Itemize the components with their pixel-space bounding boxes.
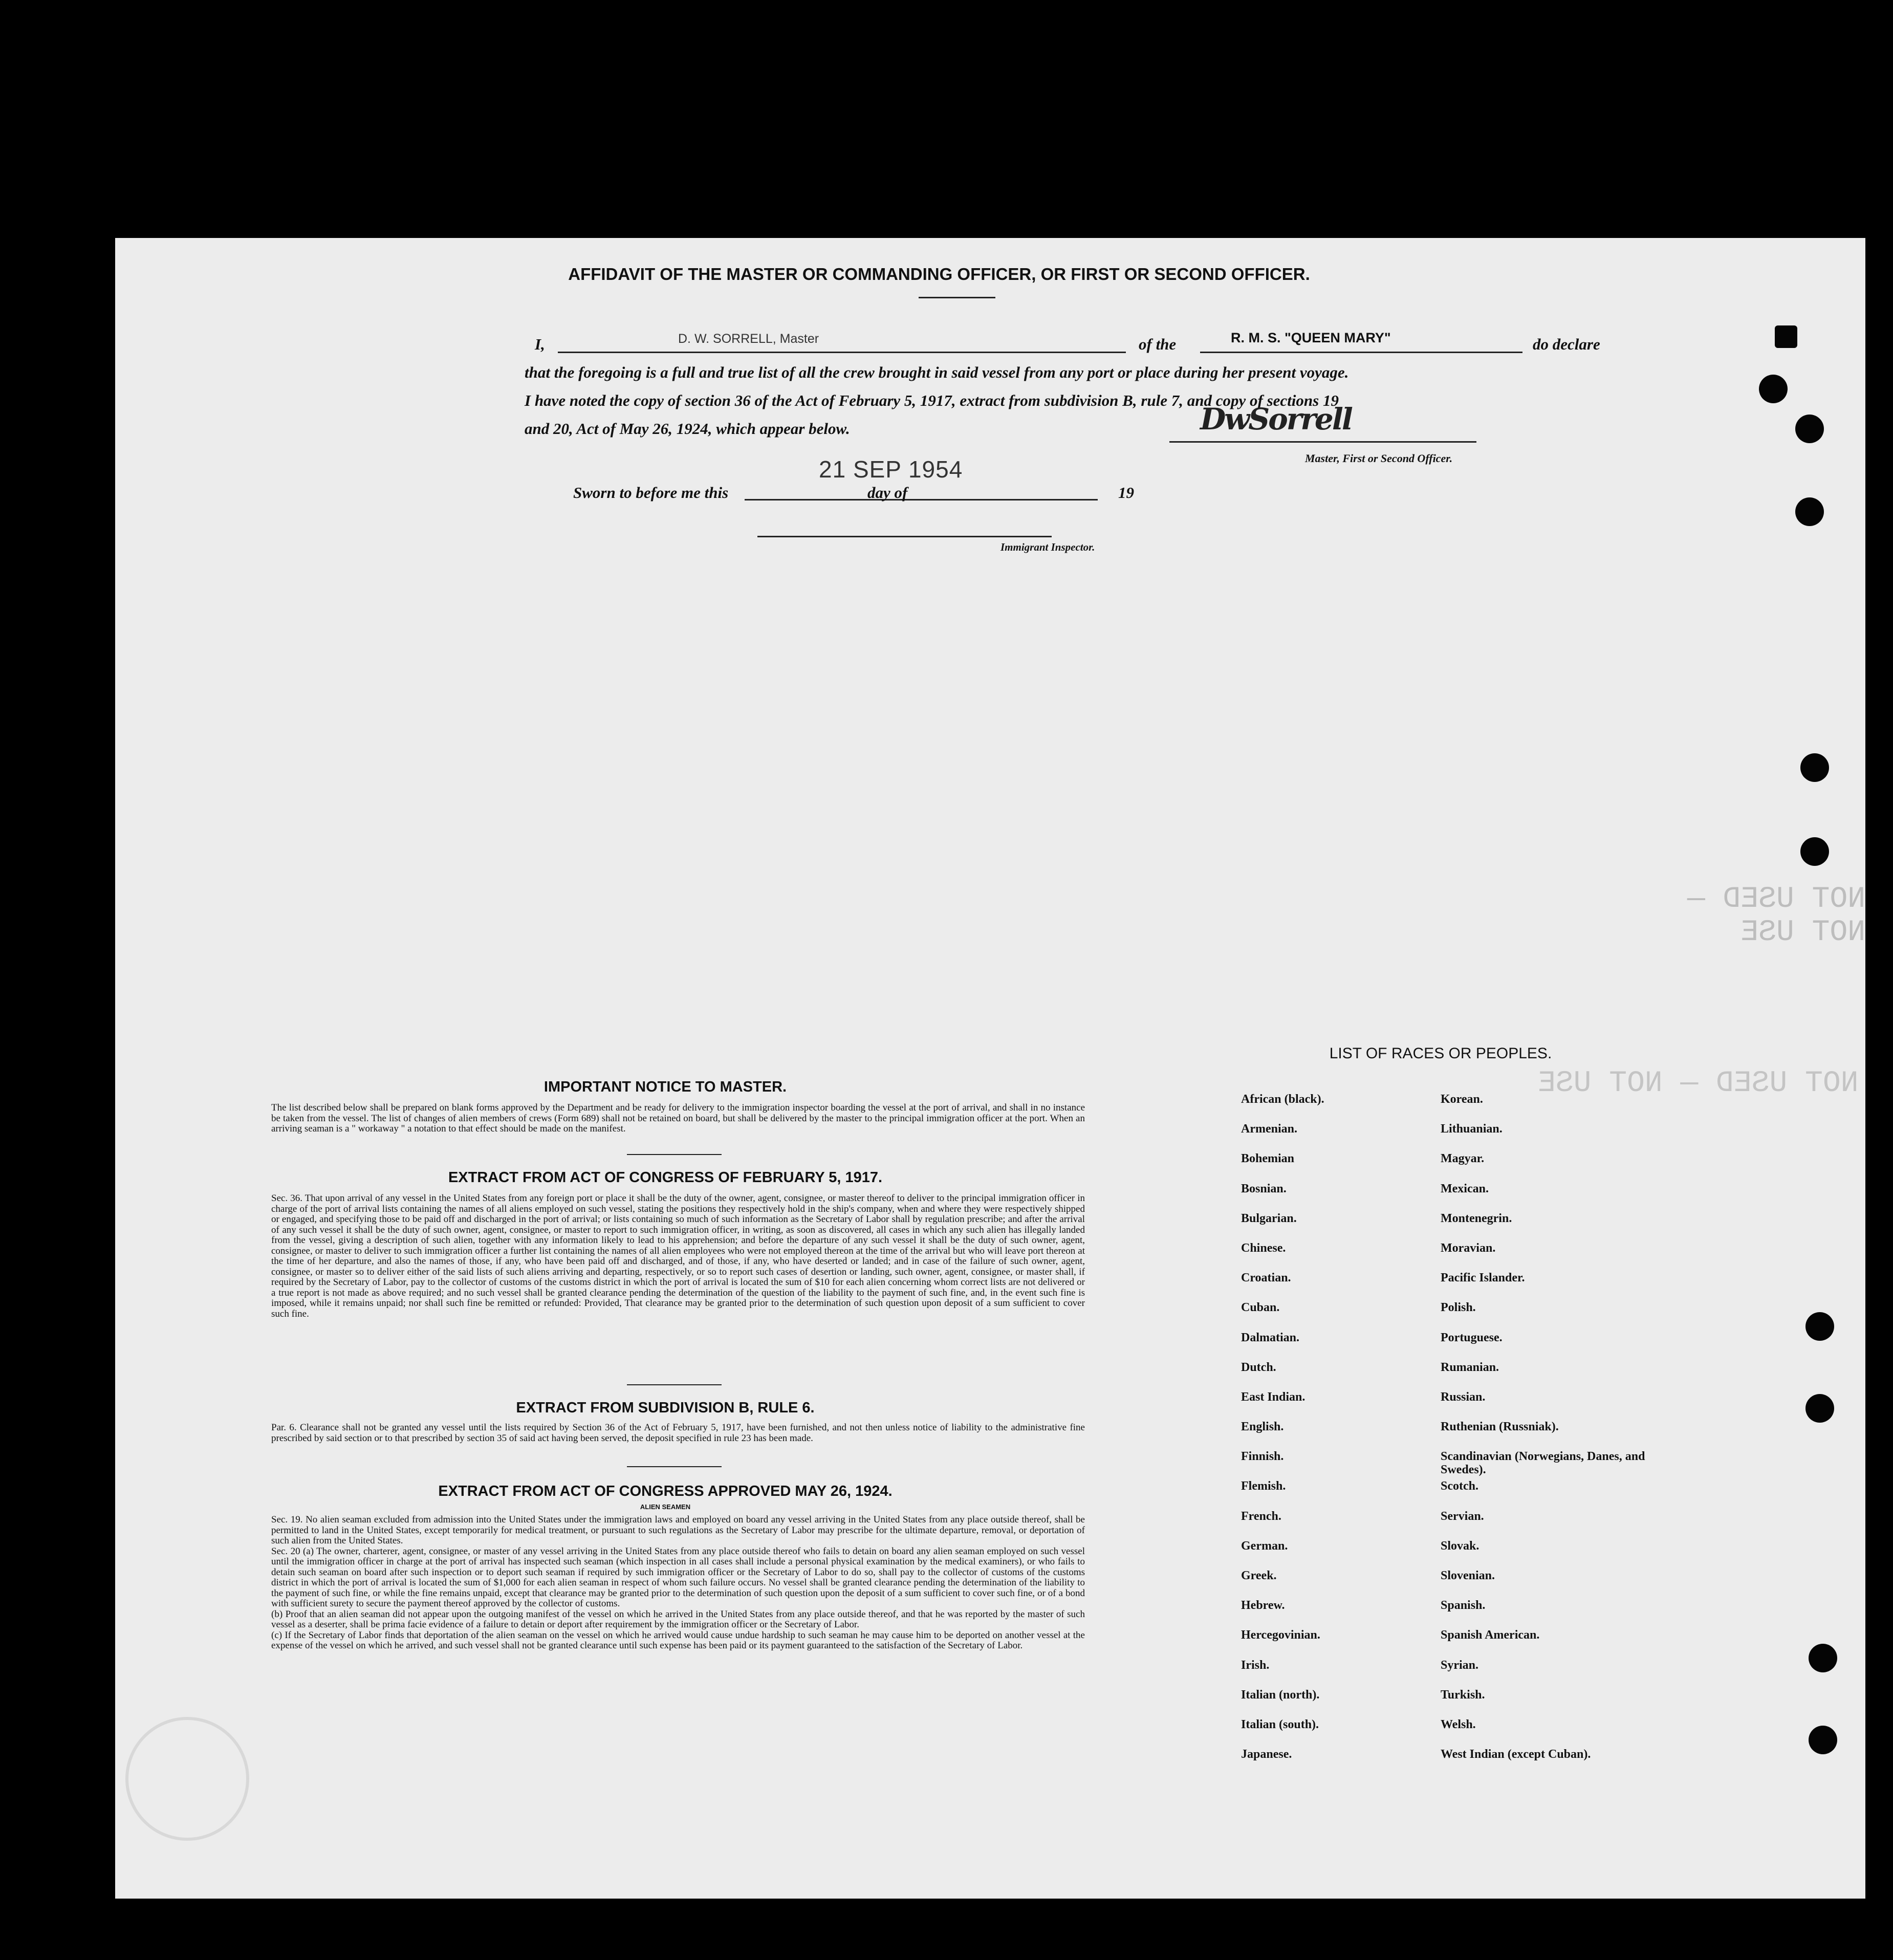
act1917-title: EXTRACT FROM ACT OF CONGRESS OF FEBRUARY 5, 1917. [448, 1169, 883, 1186]
punch-hole [1800, 753, 1829, 782]
race-item: Dutch. [1241, 1360, 1276, 1374]
race-item: Flemish. [1241, 1479, 1286, 1493]
race-item: Syrian. [1441, 1658, 1479, 1672]
race-item: French. [1241, 1509, 1281, 1523]
race-item: Magyar. [1441, 1152, 1485, 1166]
race-item: Scandinavian (Norwegians, Danes, and Swedes). [1441, 1450, 1645, 1477]
bleed-through-not-used-1: NOT USED — NOT USE [1687, 883, 1865, 949]
form-page [115, 238, 1865, 1899]
race-item: Rumanian. [1441, 1360, 1499, 1374]
race-item: Irish. [1241, 1658, 1270, 1672]
race-item: German. [1241, 1539, 1288, 1553]
punch-hole [1795, 415, 1824, 443]
affidavit-line2: that the foregoing is a full and true list of all the crew brought in said vessel from any port or place during her present voyage. [525, 363, 1349, 381]
affidavit-do-declare: do declare [1533, 335, 1600, 353]
divider-3 [627, 1466, 722, 1467]
punch-hole [1809, 1726, 1837, 1754]
master-signature: DwSorrell [1200, 402, 1352, 437]
race-item: Pacific Islander. [1441, 1271, 1525, 1285]
bleed-through-not-used-2: NOT USED — NOT USE [1538, 1067, 1859, 1100]
race-item: Spanish. [1441, 1599, 1486, 1613]
race-item: Montenegrin. [1441, 1211, 1512, 1225]
date-stamp: 21 SEP 1954 [819, 456, 963, 483]
race-item: Ruthenian (Russniak). [1441, 1420, 1559, 1434]
inspector-caption: Immigrant Inspector. [1000, 541, 1095, 553]
affidavit-title: AFFIDAVIT OF THE MASTER OR COMMANDING OFFICER, OR FIRST OR SECOND OFFICER. [568, 265, 1310, 284]
race-item: Cuban. [1241, 1301, 1280, 1315]
races-col2 [1441, 1093, 1645, 1777]
notice-body: The list described below shall be prepared on blank forms approved by the Department and be ready for delivery to the immigration inspector boarding the vessel at the port of arrival, and shall in no instance be taken from the vessel. The list of changes of alien members of crews (Form 689) shall not be retained on board, but shall be delivered by the master to the principal immigration officer at the port. When an arriving seaman is a " workaway " a notation to that effect should be made on the manifest. [271, 1102, 1085, 1134]
year-prefix: 19 [1118, 484, 1134, 502]
vessel-name-value: R. M. S. "QUEEN MARY" [1231, 330, 1391, 345]
sworn-text: Sworn to before me this [573, 484, 729, 502]
punch-hole [1805, 1394, 1834, 1423]
race-item: West Indian (except Cuban). [1441, 1748, 1591, 1761]
affidavit-title-rule [919, 297, 995, 298]
race-item: Bulgarian. [1241, 1211, 1297, 1225]
punch-hole [1759, 375, 1788, 403]
race-item: Armenian. [1241, 1122, 1297, 1136]
race-item: Slovak. [1441, 1539, 1479, 1553]
race-item: Korean. [1441, 1093, 1483, 1106]
punch-hole [1775, 325, 1797, 348]
affidavit-of-the: of the [1139, 335, 1177, 353]
race-item: Turkish. [1441, 1688, 1485, 1702]
race-item: Croatian. [1241, 1271, 1291, 1285]
affidavit-line3: I have noted the copy of section 36 of the Act of February 5, 1917, extract from subdivision B, rule 7, and copy of sections 19 [525, 391, 1339, 409]
race-item: Servian. [1441, 1509, 1484, 1523]
race-item: Bosnian. [1241, 1182, 1287, 1195]
race-item: Italian (south). [1241, 1717, 1319, 1731]
act1924-title: EXTRACT FROM ACT OF CONGRESS APPROVED MAY 26, 1924. [438, 1483, 893, 1499]
race-item: Welsh. [1441, 1717, 1476, 1731]
affidavit-line4: and 20, Act of May 26, 1924, which appear below. [525, 420, 850, 438]
race-item: Japanese. [1241, 1748, 1292, 1761]
affidavit-i: I, [535, 335, 545, 353]
race-item: Portuguese. [1441, 1331, 1503, 1344]
act1924-sec19: Sec. 19. No alien seaman excluded from admission into the United States under the immigration laws and employed on board any vessel arriving in the United States from any place outside thereof, shall be permitted to land in the United States, except temporarily for medical treatment, or pursuant to such regulations as the Secretary of Labor may prescribe for the ultimate departure, removal, or deportation of such alien from the United States. [271, 1514, 1085, 1546]
race-item: African (black). [1241, 1093, 1324, 1106]
race-item: East Indian. [1241, 1390, 1305, 1404]
signature-line [1169, 440, 1476, 443]
inspector-signature-line [757, 535, 1052, 537]
race-item: Finnish. [1241, 1450, 1284, 1464]
race-item: English. [1241, 1420, 1284, 1434]
divider-1 [627, 1154, 722, 1155]
race-item: Bohemian [1241, 1152, 1295, 1166]
notice-title: IMPORTANT NOTICE TO MASTER. [543, 1079, 787, 1095]
day-of-text: day of [867, 484, 908, 502]
race-item: Polish. [1441, 1301, 1476, 1315]
master-name-value: D. W. SORRELL, Master [678, 332, 819, 346]
signer-caption: Master, First or Second Officer. [1305, 452, 1453, 465]
master-name-field [558, 336, 1126, 353]
races-title: LIST OF RACES OR PEOPLES. [1329, 1045, 1552, 1062]
divider-2 [627, 1384, 722, 1385]
act1924-sec20a: Sec. 20 (a) The owner, charterer, agent, consignee, or master of any vessel arriving in the United States from any place outside thereof who fails to detain on board any alien seaman employed on such vessel until the immigration officer in charge at the port of arrival has inspected such seaman (which inspection in all cases shall include a personal physical examination by the medical examiners), or who fails to detain such seaman on board after such inspection or to deport such seaman if required by such immigration officer or the Secretary of Labor to do so, shall pay to the collector of customs of the customs district in which the port of arrival is located the sum of $1,000 for each alien seaman in respect of whom such failure occurs. No vessel shall be granted clearance pending the determination of the liability to the payment of such fine, or while the fine remains unpaid, except that clearance may be granted prior to the determination of such question upon the deposit of a sum sufficient to cover such fine, or of a bond with sufficient surety to secure the payment thereof approved by the collector of customs. [271, 1545, 1085, 1609]
bleed-through-seal [125, 1717, 249, 1841]
race-item: Italian (north). [1241, 1688, 1320, 1702]
race-item: Hebrew. [1241, 1599, 1285, 1613]
act1924-body [271, 1515, 1085, 1651]
race-item: Spanish American. [1441, 1628, 1540, 1642]
race-item: Mexican. [1441, 1182, 1489, 1195]
act1924-subtitle: ALIEN SEAMEN [640, 1503, 691, 1511]
punch-hole [1805, 1312, 1834, 1341]
race-item: Lithuanian. [1441, 1122, 1503, 1136]
punch-hole [1809, 1644, 1837, 1672]
act1924-sec20b: (b) Proof that an alien seaman did not appear upon the outgoing manifest of the vessel on which he arrived in the United States from any place outside thereof, and that he was reported by the master of such vessel as a deserter, shall be prima facie evidence of a failure to detain or deport after requirement by the immigration officer or the Secretary of Labor. [271, 1608, 1085, 1630]
race-item: Moravian. [1441, 1241, 1496, 1255]
sworn-month-field [913, 484, 1098, 500]
race-item: Dalmatian. [1241, 1331, 1299, 1344]
race-item: Hercegovinian. [1241, 1628, 1320, 1642]
punch-hole [1800, 837, 1829, 866]
race-item: Greek. [1241, 1569, 1277, 1582]
rule6-body: Par. 6. Clearance shall not be granted any vessel until the lists required by Section 36 of the Act of February 5, 1917, have been furnished, and not then unless notice of liability to the administrative fine prescribed by said section or to that prescribed by section 35 of said act having been served, the deposit specified in rule 23 has been made. [271, 1422, 1085, 1444]
race-item: Russian. [1441, 1390, 1486, 1404]
race-item: Chinese. [1241, 1241, 1286, 1255]
rule6-title: EXTRACT FROM SUBDIVISION B, RULE 6. [516, 1400, 815, 1416]
races-col1 [1241, 1093, 1425, 1777]
act1924-sec20c: (c) If the Secretary of Labor finds that deportation of the alien seaman on the vessel on which he arrived would cause undue hardship to such seaman he may cause him to be deported on another vessel at the expense of the vessel on which he arrived, and such vessel shall not be granted clearance until such expense has been paid or its payment guaranteed to the satisfaction of the Secretary of Labor. [271, 1629, 1085, 1651]
race-item: Slovenian. [1441, 1569, 1495, 1582]
punch-hole [1795, 497, 1824, 526]
race-item: Scotch. [1441, 1479, 1478, 1493]
act1917-body: Sec. 36. That upon arrival of any vessel in the United States from any foreign port or place it shall be the duty of the owner, agent, consignee, or master thereof to deliver to the principal immigration officer in charge of the port of arrival lists containing the names of all aliens employed on such vessel, stating the positions they respectively hold in the ship's company, when and where they were respectively shipped or engaged, and specifying those to be paid off and discharged in the port of arrival; or lists containing so much of such information as the Secretary of Labor shall by regulation prescribe; and after the arrival of any such vessel it shall be the duty of such owner, agent, consignee, or master to report to such immigration officer, in writing, as soon as discovered, all cases in which any such alien has illegally landed from the vessel, giving a description of such alien, together with any information likely to lead to his apprehension; and before the departure of any such vessel it shall be the duty of such owner, agent, consignee, or master to deliver to such immigration officer a further list containing the names of all alien employees who were not employed thereon at the time of the arrival but who will leave port thereon at the time of her departure, and also the names of those, if any, who have been paid off and discharged, and of those, if any, who have deserted or landed; and in case of the failure of such owner, agent, consignee, or master so to deliver either of the said lists of such aliens arriving and departing, respectively, or so to report such cases of desertion or landing, such owner, agent, consignee, or master shall, if required by the Secretary of Labor, pay to the collector of customs of the customs district in which the port of arrival is located the sum of $10 for each alien concerning whom correct lists are not delivered or a true report is not made as above required; and no such vessel shall be granted clearance pending the determination of the question of the liability to the payment of such fine, and, in the event such fine is imposed, while it remains unpaid; nor shall such fine be remitted or refunded: Provided, That clearance may be granted prior to the determination of such question upon deposit of a sum sufficient to cover such fine. [271, 1193, 1085, 1319]
